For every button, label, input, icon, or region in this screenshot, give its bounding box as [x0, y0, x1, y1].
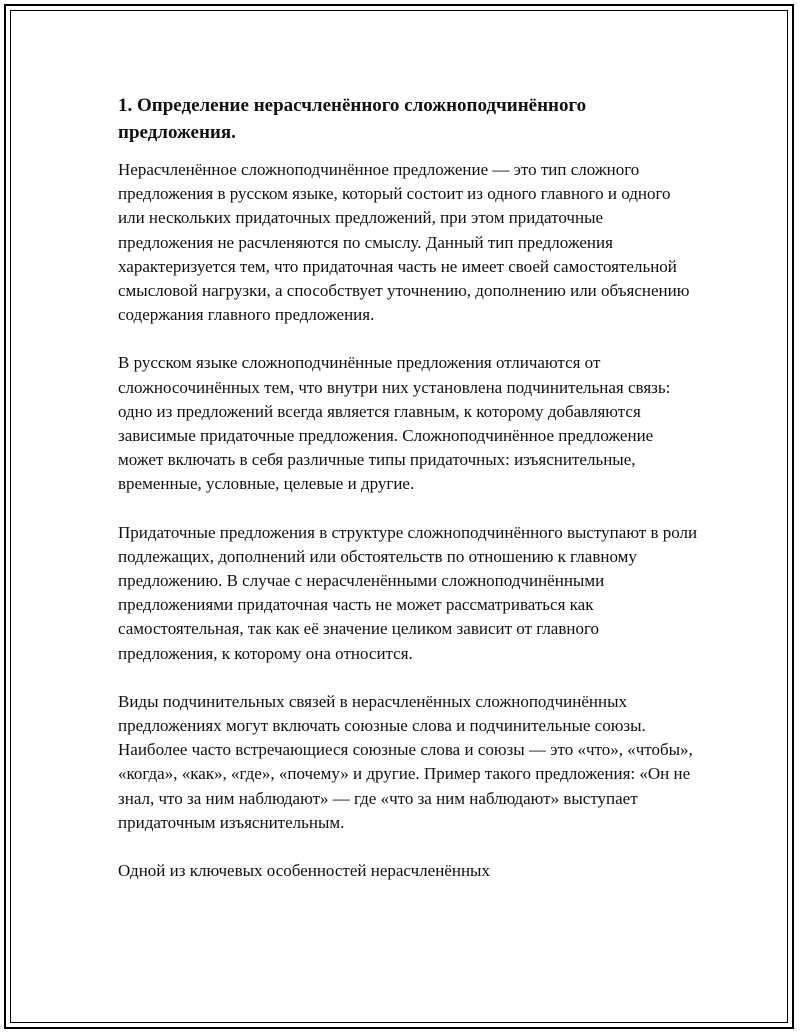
paragraph-comparison: В русском языке сложноподчинённые предложения отличаются от сложносочинённых тем, что внутри них установлена подчинительная связь: одно из предложений всегда является главным, к которому добавляются зависимые придаточные предложения. Сложноподчинённое предложение может включать в себя различные типы придаточных: изъяснительные, временные, условные, целевые и другие.	[118, 353, 671, 494]
document-body	[118, 92, 698, 907]
paragraph-connection-types: Виды подчинительных связей в нерасчленённых сложноподчинённых предложениях могут включать союзные слова и подчинительные союзы. Наиболее часто встречающиеся союзные слова и союзы — это «что», «чтобы», «когда», «как», «где», «почему» и другие. Пример такого предложения: «Он не знал, что за ним наблюдают» — где «что за ним наблюдают» выступает придаточным изъяснительным.	[118, 691, 693, 832]
section-heading: 1. Определение нерасчленённого сложноподчинённого предложения.	[118, 95, 587, 143]
paragraph-definition: Нерасчленённое сложноподчинённое предложение — это тип сложного предложения в русском языке, который состоит из одного главного и одного или нескольких придаточных предложений, при этом придаточные предложения не расчленяются по смыслу. Данный тип предложения характеризуется тем, что придаточная часть не имеет своей самостоятельной смысловой нагрузки, а способствует уточнению, дополнению или объяснению содержания главного предложения.	[118, 160, 690, 325]
paragraph-subordinate-roles: Придаточные предложения в структуре сложноподчинённого выступают в роли подлежащих, дополнений или обстоятельств по отношению к главному предложению. В случае с нерасчленёнными сложноподчинёнными предложениями придаточная часть не может рассматриваться как самостоятельная, так как её значение целиком зависит от главного предложения, к которому она относится.	[118, 522, 698, 663]
paragraph-key-features: Одной из ключевых особенностей нерасчленённых	[118, 861, 490, 881]
